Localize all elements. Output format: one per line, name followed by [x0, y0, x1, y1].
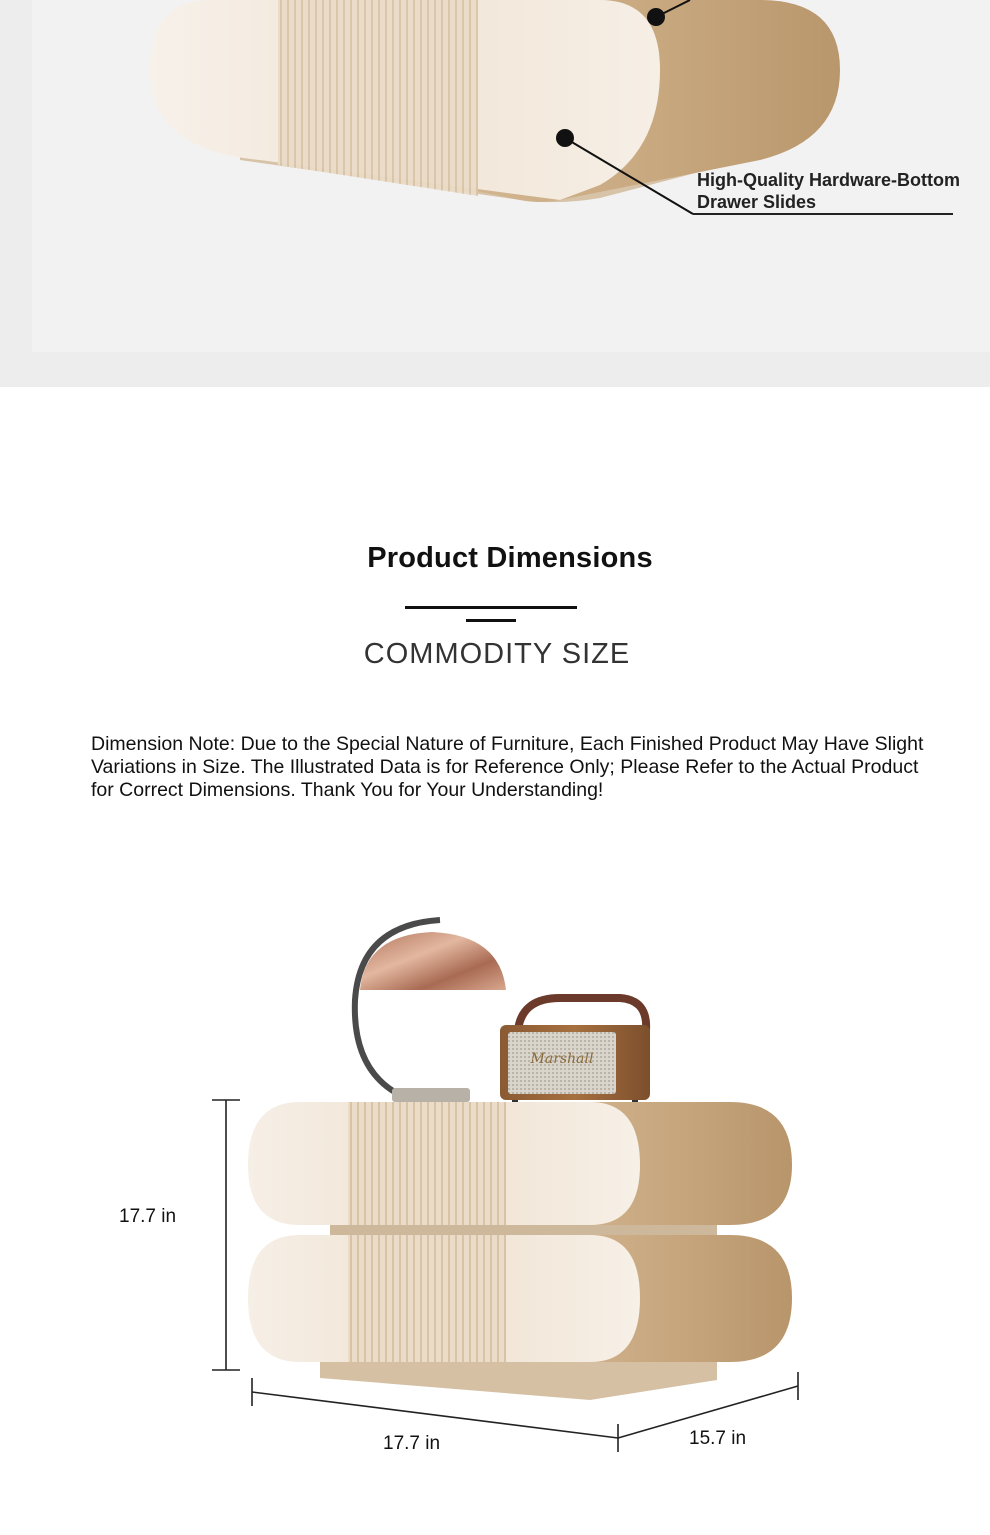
width-label: 17.7 in: [383, 1433, 441, 1454]
callout-label: High-Quality Hardware-Bottom Drawer Slides: [697, 170, 961, 212]
lamp-base: [392, 1088, 470, 1102]
bottom-fluted-panel: [348, 1235, 506, 1362]
speaker: [500, 998, 650, 1106]
height-label: 17.7 in: [119, 1206, 177, 1227]
lamp: [355, 920, 506, 1102]
title-divider-long: [405, 606, 577, 609]
depth-label: 15.7 in: [689, 1428, 747, 1449]
dimension-note: Dimension Note: Due to the Special Nature of Furniture, Each Finished Product May Have Slight Variations in Size. The Illustrated Data is for Reference Only; Please Refer to the Actual Product for Correct Dimensions. Thank You for Your Understanding!: [91, 733, 924, 801]
feature-image-panel: [0, 0, 990, 387]
product-dimension-illustration: [0, 880, 990, 1500]
top-fluted-panel: [348, 1102, 506, 1225]
top-drawer: [248, 1102, 792, 1225]
section-subtitle: COMMODITY SIZE: [363, 638, 631, 670]
width-line: [252, 1392, 618, 1438]
section-title: Product Dimensions: [367, 542, 653, 574]
fluted-panel: [278, 0, 478, 196]
bottom-drawer: [248, 1225, 792, 1400]
bottom-plinth: [320, 1360, 717, 1400]
title-divider-short: [466, 619, 516, 622]
callout-underline: [693, 213, 953, 215]
speaker-logo: Marshall: [530, 1051, 594, 1067]
